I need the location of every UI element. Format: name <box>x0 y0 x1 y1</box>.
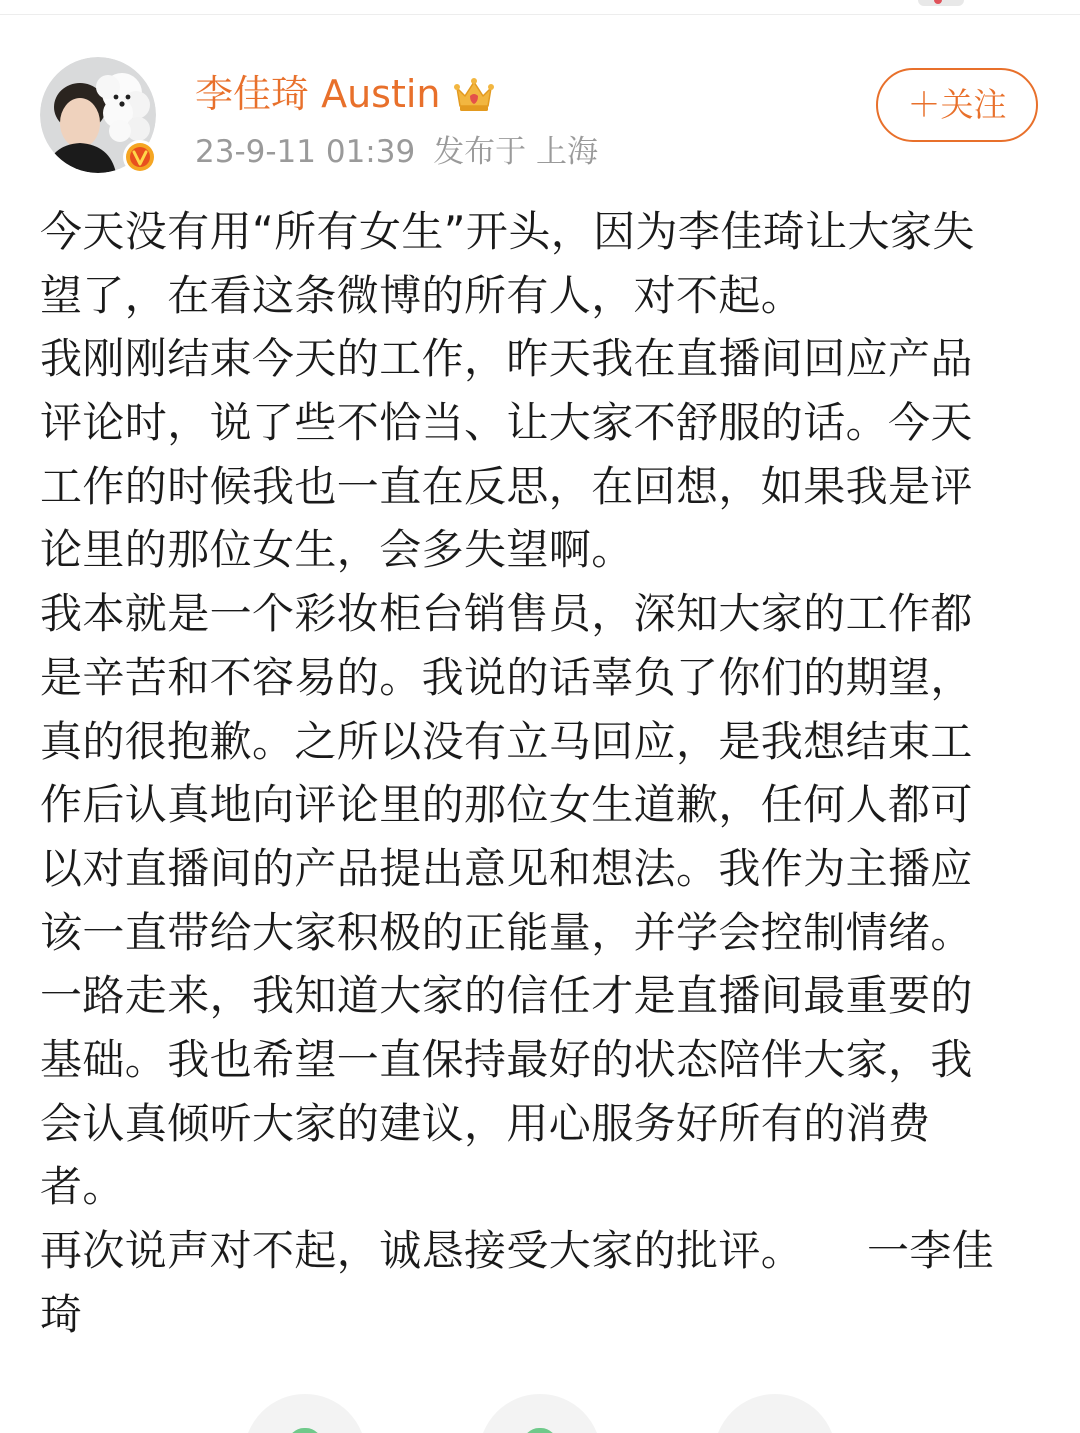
post-text-line: 者。 <box>40 1162 125 1212</box>
top-divider <box>0 14 1080 15</box>
post-text-line: 我本就是一个彩妆柜台销售员，深知大家的工作都 <box>40 589 973 639</box>
post-text-line: 琦 <box>40 1289 83 1339</box>
post-text-line: 评论时，说了些不恰当、让大家不舒服的话。今天 <box>40 398 973 448</box>
post-text-line: 今天没有用“所有女生”开头，因为李佳琦让大家失 <box>40 207 975 256</box>
post-text-line: 望了，在看这条微博的所有人，对不起。 <box>40 270 804 320</box>
post-text-line: 工作的时候我也一直在反思，在回想，如果我是评 <box>40 461 973 511</box>
crown-icon[interactable] <box>453 74 495 114</box>
post-location: 发布于 上海 <box>433 134 599 170</box>
follow-button[interactable]: ＋关注 <box>876 68 1038 142</box>
action-button-center[interactable] <box>479 1394 601 1433</box>
post-text-line: 该一直带给大家积极的正能量，并学会控制情绪。 <box>40 907 973 957</box>
action-button-right[interactable] <box>714 1394 836 1433</box>
post-text-line: 基础。我也希望一直保持最好的状态陪伴大家，我 <box>40 1034 973 1084</box>
post-body <box>40 200 1040 1346</box>
post-text-line: 真的很抱歉。之所以没有立马回应，是我想结束工 <box>40 716 973 766</box>
action-icon <box>288 1428 322 1433</box>
avatar[interactable] <box>40 57 156 173</box>
post-text-line: 论里的那位女生，会多失望啊。 <box>40 525 634 575</box>
post-text-line: 作后认真地向评论里的那位女生道歉，任何人都可 <box>40 780 973 830</box>
post-timestamp: 23-9-11 01:39 <box>195 134 416 170</box>
verified-v-badge-icon <box>122 139 158 175</box>
post-text-line: 是辛苦和不容易的。我说的话辜负了你们的期望， <box>40 652 973 702</box>
post-meta <box>195 130 598 174</box>
action-button-left[interactable] <box>244 1394 366 1433</box>
post-text-line: 以对直播间的产品提出意见和想法。我作为主播应 <box>40 843 973 893</box>
post-text-line: 一路走来，我知道大家的信任才是直播间最重要的 <box>40 971 973 1021</box>
author-name[interactable]: 李佳琦 Austin <box>195 72 441 116</box>
post-text-line: 会认真倾听大家的建议，用心服务好所有的消费 <box>40 1098 931 1148</box>
post-text-line: 再次说声对不起，诚恳接受大家的批评。 一李佳 <box>40 1226 995 1275</box>
action-icon <box>523 1428 557 1433</box>
post-text-line: 我刚刚结束今天的工作，昨天我在直播间回应产品 <box>40 334 973 384</box>
